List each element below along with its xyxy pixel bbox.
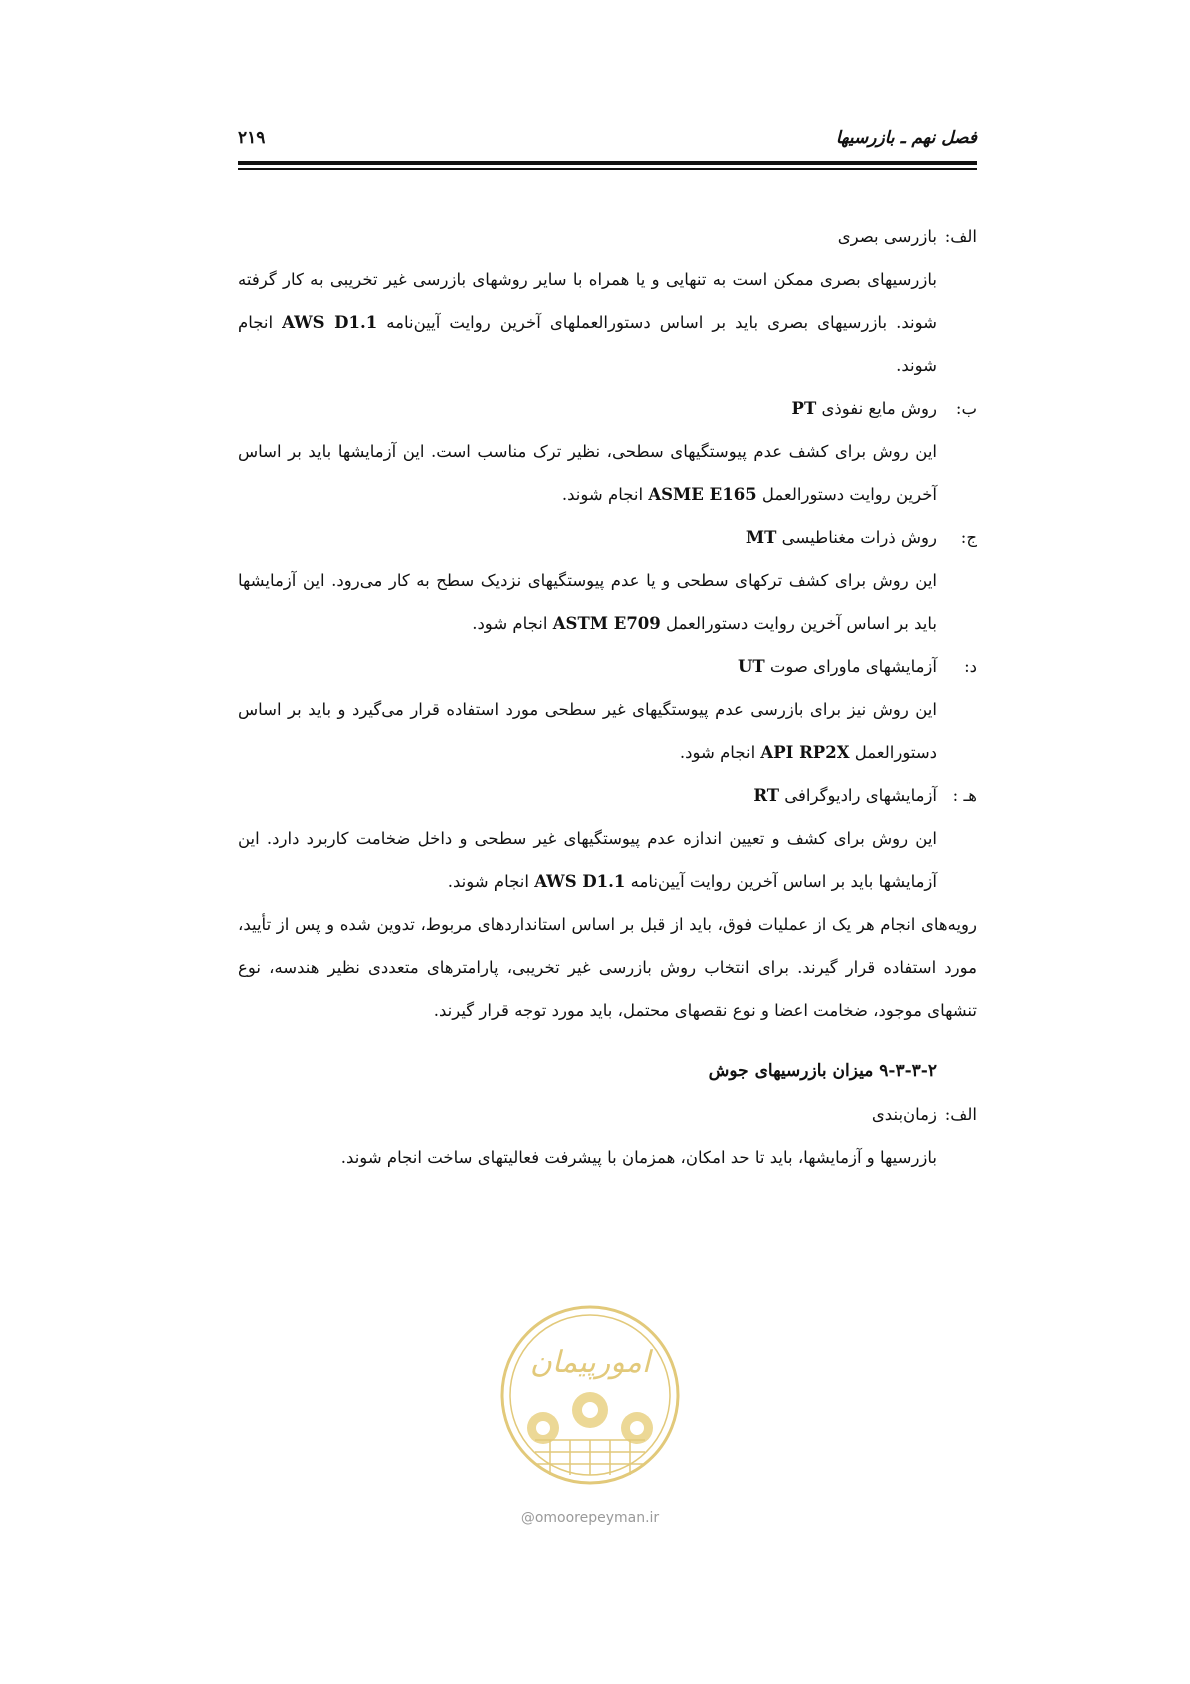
standard-code: ASME E165 [648,485,757,504]
item-heading [238,215,977,258]
item-paragraph [238,688,977,774]
item-label: ج: [960,528,977,547]
item-title: آزمایشهای رادیوگرافی [779,786,937,805]
item-paragraph [238,258,977,387]
item-paragraph [238,817,977,903]
item-title: روش ذرات مغناطیسی [776,528,937,547]
item-title: بازرسی بصری [837,227,937,246]
paragraph-text: این روش برای کشف و تعیین اندازه عدم پیوستگیهای غیر سطحی و داخل ضخامت کاربرد دارد. این آزمایشها باید بر اساس آخرین روایت آیین‌نامه [238,829,937,891]
item-label: د: [964,657,977,676]
item-title: روش مایع نفوذی [816,399,937,418]
paragraph-end: انجام شود. [679,743,761,762]
item-title: آزمایشهای ماورای صوت [764,657,937,676]
item-heading [238,516,977,559]
item-label: الف: [944,227,977,246]
closing-paragraph: رویه‌های انجام هر یک از عملیات فوق، باید از قبل بر اساس استانداردهای مربوط، تدوین شده و پس از تأیید، مورد استفاده قرار گیرند. برای انتخاب روش بازرسی غیر تخریبی، پارامترهای متعددی نظیر هندسه، نوع تنشهای موجود، ضخامت اعضا و نوع نقصهای محتمل، باید مورد توجه قرار گیرند. [238,915,977,1020]
paragraph-end: انجام شوند. [561,485,649,504]
watermark-url: @omoorepeyman.ir [520,1510,660,1526]
paragraph-text: بازرسیهای بصری ممکن است به تنهایی و یا همراه با سایر روشهای بازرسی غیر تخریبی به کار گرفته شوند. بازرسیهای بصری باید بر اساس دستورالعملهای آخرین روایت آیین‌نامه [238,270,937,332]
item-paragraph [238,559,977,645]
paragraph-text: این روش برای کشف عدم پیوستگیهای سطحی، نظیر ترک مناسب است. این آزمایشها باید بر اساس آخرین روایت دستورالعمل [238,442,937,504]
logo-grid-icon [535,1440,645,1475]
item-title: زمان‌بندی [871,1105,937,1124]
method-code: MT [745,528,777,547]
item-heading [238,1093,977,1136]
header-rule-thick [238,161,977,165]
method-code: PT [791,399,817,418]
paragraph-text: این روش نیز برای بازرسی عدم پیوستگیهای غیر سطحی مورد استفاده قرار می‌گیرد و باید بر اساس دستورالعمل [238,700,937,762]
standard-code: API RP2X [760,743,850,762]
paragraph-end: انجام شود. [472,614,553,633]
method-code: UT [737,657,765,676]
page-number: ۲۱۹ [238,128,266,148]
watermark-logo [495,1300,685,1490]
item-heading [238,774,977,817]
section-paragraph: بازرسیها و آزمایشها، باید تا حد امکان، همزمان با پیشرفت فعالیتهای ساخت انجام شوند. [340,1148,937,1167]
paragraph-end: انجام شوند. [238,313,937,375]
paragraph-text: این روش برای کشف ترکهای سطحی و یا عدم پیوستگیهای نزدیک سطح به کار می‌رود. این آزمایشها باید بر اساس آخرین روایت دستورالعمل [238,571,937,633]
page-header [238,128,977,154]
method-code: RT [753,786,780,805]
section-heading: ۹-۳-۳-۲ میزان بازرسیهای جوش [708,1061,937,1081]
document-body [238,215,977,1179]
paragraph-end: انجام شوند. [447,872,535,891]
item-paragraph [238,430,977,516]
item-label: ب: [955,399,977,418]
item-heading [238,645,977,688]
header-rule-thin [238,168,977,170]
logo-text: امورپیمان [529,1345,651,1380]
standard-code: ASTM E709 [552,614,661,633]
chapter-title: فصل نهم ـ بازرسیها [835,128,977,148]
item-heading [238,387,977,430]
standard-code: AWS D1.1 [534,872,626,891]
standard-code: AWS D1.1 [282,313,378,332]
item-label: الف: [944,1105,977,1124]
item-label: هـ : [952,786,977,805]
